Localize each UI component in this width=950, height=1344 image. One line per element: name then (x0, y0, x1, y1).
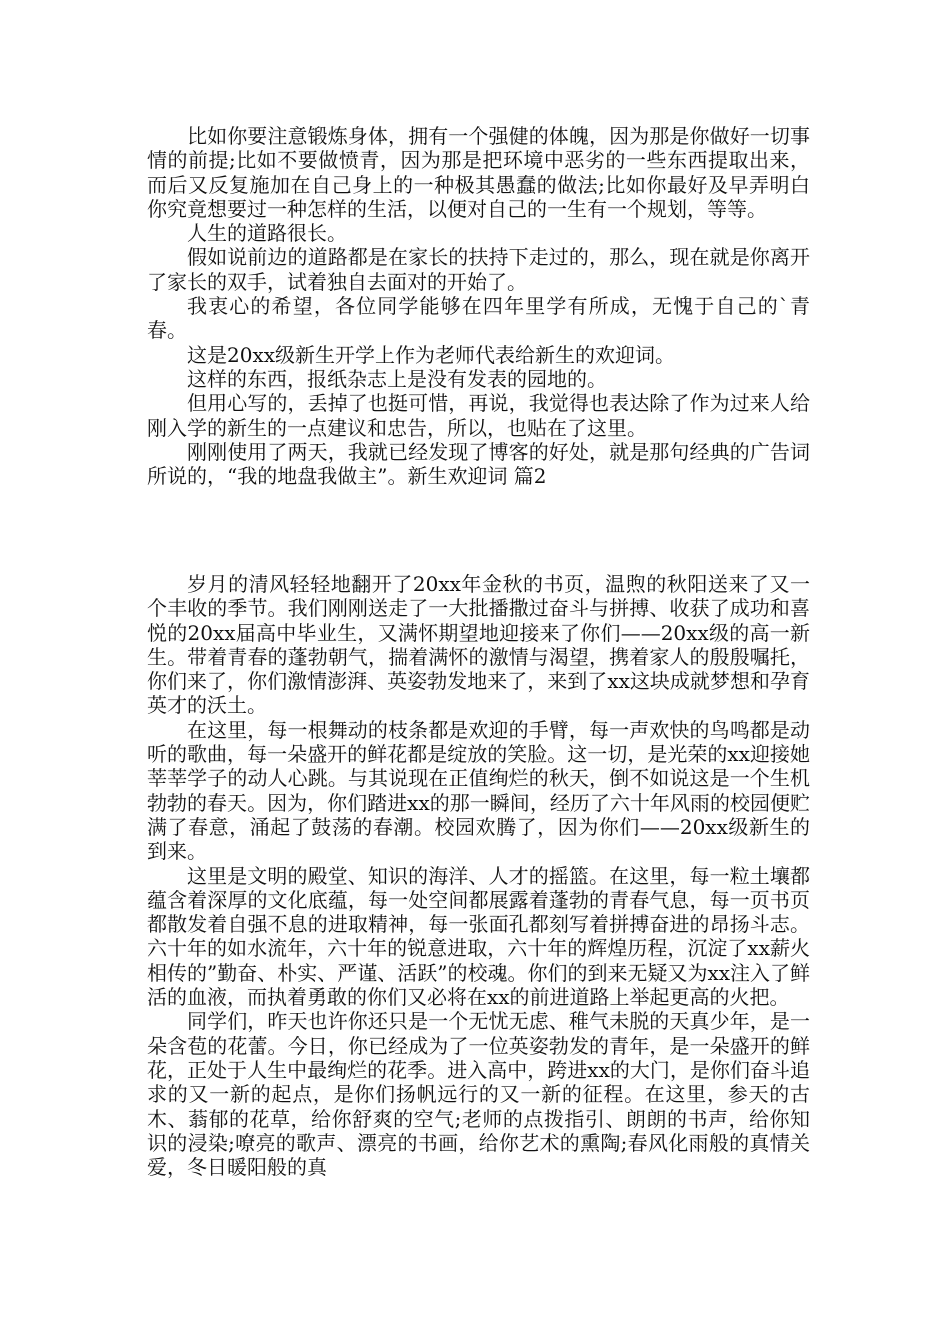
section-previous-article-end (147, 124, 810, 488)
paragraph: 这里是文明的殿堂、知识的海洋、人才的摇篮。在这里，每一粒土壤都蕴含着深厚的文化底蕴，每一处空间都展露着蓬勃的青春气息，每一页书页都散发着自强不息的进取精神，每一张面孔都刻写着拼搏奋进的昂扬斗志。六十年的如水流年，六十年的锐意进取，六十年的辉煌历程，沉淀了xx薪火相传的”勤奋、朴实、严谨、活跃”的校魂。你们的到来无疑又为xx注入了鲜活的血液，而执着勇敢的你们又必将在xx的前进道路上举起更高的火把。 (147, 863, 811, 1010)
paragraph: 这样的东西，报纸杂志上是没有发表的园地的。 (187, 366, 607, 391)
paragraph: 岁月的清风轻轻地翻开了20xx年金秋的书页，温煦的秋阳送来了又一个丰收的季节。我们刚刚送走了一大批播撒过奋斗与拼搏、收获了成功和喜悦的20xx届高中毕业生，又满怀期望地迎接来了你们——20xx级的高一新生。带着青春的蓬勃朝气，揣着满怀的激情与渴望，携着家人的殷殷嘱托，你们来了，你们激情澎湃、英姿勃发地来了，来到了xx这块成就梦想和孕育英才的沃土。 (147, 572, 810, 718)
paragraph: 同学们，昨天也许你还只是一个无忧无虑、稚气未脱的天真少年，是一朵含苞的花蕾。今日，你已经成为了一位英姿勃发的青年，是一朵盛开的鲜花，正处于人生中最绚烂的花季。进入高中，跨进xx的大门，是你们奋斗追求的又一新的起点，是你们扬帆远行的又一新的征程。在这里，参天的古木、蓊郁的花草，给你舒爽的空气;老师的点拨指引、朗朗的书声，给你知识的浸染;嘹亮的歌声、漂亮的书画，给你艺术的熏陶;春风化雨般的真情关爱，冬日暖阳般的真 (147, 1009, 810, 1180)
section-welcome-speech-2 (147, 572, 810, 1179)
paragraph: 我衷心的希望，各位同学能够在四年里学有所成，无愧于自己的`青春。 (147, 294, 810, 343)
paragraph: 假如说前边的道路都是在家长的扶持下走过的，那么，现在就是你离开了家长的双手，试着独自去面对的开始了。 (147, 245, 810, 294)
paragraph: 但用心写的，丢掉了也挺可惜，再说，我觉得也表达除了作为过来人给刚入学的新生的一点建议和忠告，所以，也贴在了这里。 (147, 391, 810, 440)
paragraph: 比如你要注意锻炼身体，拥有一个强健的体魄，因为那是你做好一切事情的前提;比如不要做愤青，因为那是把环境中恶劣的一些东西提取出来，而后又反复施加在自己身上的一种极其愚蠢的做法;比如你最好及早弄明白你究竟想要过一种怎样的生活，以便对自己的一生有一个规划，等等。 (147, 124, 810, 221)
paragraph: 人生的道路很长。 (187, 221, 347, 246)
paragraph: 在这里，每一根舞动的枝条都是欢迎的手臂，每一声欢快的鸟鸣都是动听的歌曲，每一朵盛开的鲜花都是绽放的笑脸。这一切，是光荣的xx迎接她莘莘学子的动人心跳。与其说现在正值绚烂的秋天，倒不如说这是一个生机勃勃的春天。因为，你们踏进xx的那一瞬间，经历了六十年风雨的校园便贮满了春意，涌起了鼓荡的春潮。校园欢腾了，因为你们——20xx级新生的到来。 (147, 717, 810, 864)
paragraph: 这是20xx级新生开学上作为老师代表给新生的欢迎词。 (187, 342, 676, 367)
paragraph: 刚刚使用了两天，我就已经发现了博客的好处，就是那句经典的广告词所说的，“我的地盘我做主”。新生欢迎词 篇2 (147, 439, 810, 489)
